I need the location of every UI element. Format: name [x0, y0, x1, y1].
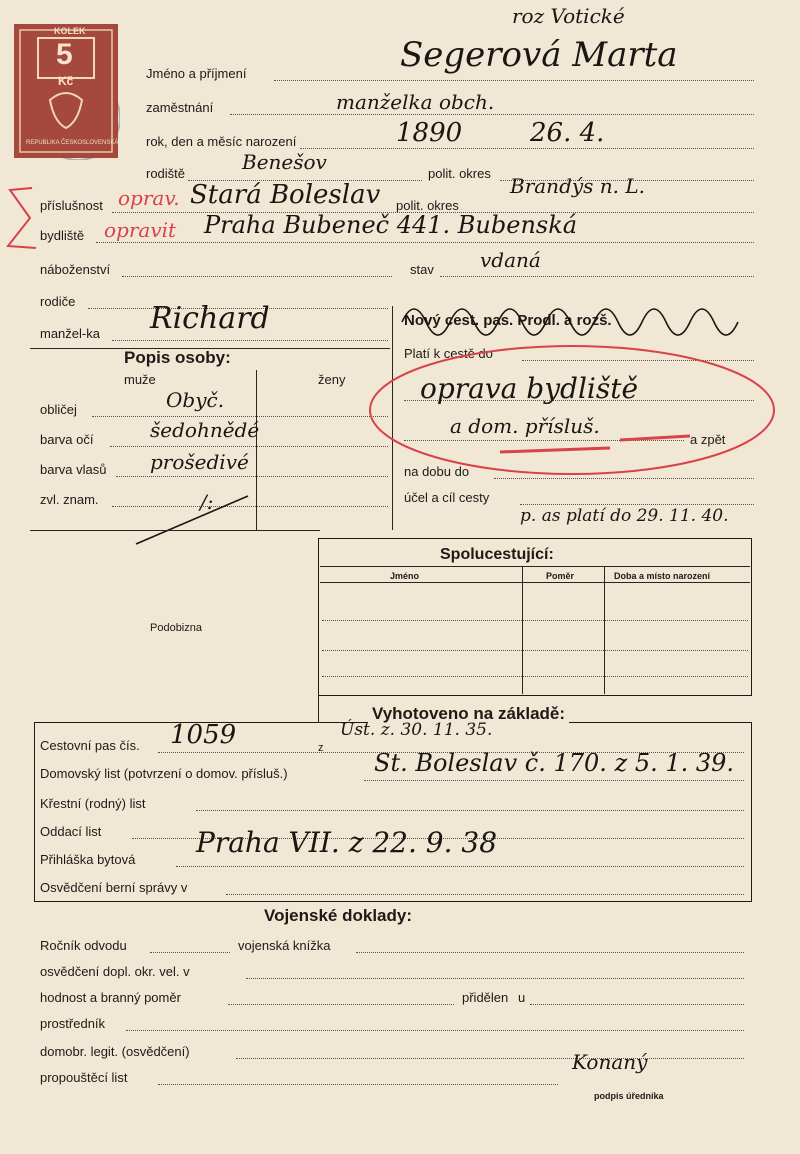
baptism-line	[196, 810, 744, 811]
religion-label: náboženství	[40, 262, 111, 277]
spouse-label: manžel-ka	[40, 326, 100, 341]
intermediary-line	[126, 1030, 744, 1031]
spouse-value: Richard	[150, 301, 270, 336]
companions-col-relation: Poměr	[546, 571, 575, 581]
marriage-label: Oddací list	[40, 824, 102, 839]
valid-value-1: oprava bydliště	[420, 372, 639, 405]
parents-label: rodiče	[40, 294, 76, 309]
name-value: Segerová Marta	[400, 35, 678, 75]
description-heading: Popis osoby:	[124, 348, 231, 367]
basis-heading: Vyhotoveno na základě:	[368, 704, 569, 724]
discharge-label: propouštěcí list	[40, 1070, 128, 1085]
name-label: Jméno a příjmení	[146, 66, 247, 81]
birth-year: 1890	[396, 118, 463, 148]
class-label: Ročník odvodu	[40, 938, 127, 953]
birthplace-value: Benešov	[242, 150, 327, 174]
district-label: polit. okres	[428, 166, 491, 181]
legit-line	[236, 1058, 744, 1059]
companions-header-top	[320, 566, 750, 567]
belonging-label: příslušnost	[40, 198, 103, 213]
tax-line	[226, 894, 744, 895]
face-label: obličej	[40, 402, 77, 417]
occupation-value: manželka obch.	[336, 90, 495, 114]
return-label: a zpět	[690, 432, 726, 447]
stamp-top: KOLEK	[54, 26, 86, 36]
hair-line	[116, 476, 388, 477]
passport-heading-strike	[398, 296, 778, 336]
signature-caption: podpis úředníka	[594, 1091, 664, 1101]
companions-divider-2	[604, 566, 605, 694]
face-value: Obyč.	[166, 388, 225, 412]
spouse-line	[112, 340, 388, 341]
passport-note: p. as platí do 29. 11. 40.	[520, 506, 729, 526]
marks-slash-mark	[130, 490, 270, 550]
passport-z-label: z	[318, 742, 324, 754]
book-line	[356, 952, 744, 953]
top-note: roz Votické	[512, 4, 625, 28]
residence-value: Praha Bubeneč 441. Bubenská	[204, 211, 578, 239]
class-line	[150, 952, 230, 953]
legit-label: domobr. legit. (osvědčení)	[40, 1044, 190, 1059]
status-label: stav	[410, 262, 434, 277]
duration-label: na dobu do	[404, 464, 470, 479]
hair-value: prošedivé	[150, 450, 249, 474]
domicile-label: Domovský list (potvrzení o domov. přísluš.)	[40, 766, 288, 781]
birth-date: 26. 4.	[530, 118, 605, 148]
official-signature: Konaný	[572, 1050, 648, 1074]
baptism-label: Křestní (rodný) list	[40, 796, 146, 811]
valid-value-2: a dom. přísluš.	[450, 414, 600, 438]
stamp-circle-text: REPUBLIKA ČESKOSLOVENSKÁ	[26, 140, 119, 146]
hair-label: barva vlasů	[40, 462, 107, 477]
tax-label: Osvědčení berní správy v	[40, 880, 188, 895]
residence-line	[96, 242, 754, 243]
discharge-line	[158, 1084, 558, 1085]
valid-label: Platí k cestě do	[404, 346, 493, 361]
basis-connector	[318, 694, 319, 722]
marks-value: /:	[200, 490, 214, 514]
companions-row-1	[322, 620, 748, 621]
purpose-label: účel a cíl cesty	[404, 490, 490, 505]
assigned-label: přidělen	[462, 990, 509, 1005]
u-label: u	[518, 990, 526, 1005]
cert-label: osvědčení dopl. okr. vel. v	[40, 964, 190, 979]
rank-line	[228, 1004, 454, 1005]
companions-divider-1	[522, 566, 523, 694]
assigned-line	[530, 1004, 744, 1005]
birthplace-label: rodiště	[146, 166, 186, 181]
belonging-district-value: Brandýs n. L.	[510, 174, 646, 198]
red-margin-bracket	[2, 180, 42, 260]
domicile-line	[364, 780, 744, 781]
military-heading: Vojenské doklady:	[264, 906, 413, 925]
belonging-district-label: polit. okres	[396, 198, 459, 213]
residence-label: bydliště	[40, 228, 85, 243]
registration-line	[176, 866, 744, 867]
stamp-unit: Kč	[58, 74, 74, 88]
passport-heading: Nový cest. pas. Prodl. a rozš.	[404, 312, 612, 329]
status-line	[440, 276, 754, 277]
intermediary-label: prostředník	[40, 1016, 106, 1031]
rank-label: hodnost a branný poměr	[40, 990, 181, 1005]
revenue-stamp	[8, 22, 120, 160]
passport-number-label: Cestovní pas čís.	[40, 738, 140, 753]
eyes-line	[110, 446, 388, 447]
companions-row-3	[322, 676, 748, 677]
registration-label: Přihláška bytová	[40, 852, 136, 867]
domicile-value: St. Boleslav č. 170. z 5. 1. 39.	[374, 749, 735, 777]
col-male: muže	[124, 372, 156, 387]
eyes-value: šedohnědé	[150, 418, 260, 442]
birth-line	[300, 148, 754, 149]
col-female: ženy	[318, 372, 346, 387]
companions-heading: Spolucestující:	[440, 546, 554, 563]
registration-value: Praha VII. z 22. 9. 38	[196, 826, 498, 859]
passport-issuer: Úst. z. 30. 11. 35.	[340, 720, 493, 740]
companions-col-name: Jméno	[390, 571, 420, 581]
face-line	[92, 416, 388, 417]
birth-label: rok, den a měsíc narození	[146, 134, 297, 149]
margin-note-2: opravit	[104, 218, 177, 242]
passport-number-value: 1059	[170, 720, 237, 750]
companions-row-2	[322, 650, 748, 651]
eyes-label: barva očí	[40, 432, 94, 447]
marks-label: zvl. znam.	[40, 492, 99, 507]
name-line	[274, 80, 754, 81]
photo-label: Podobizna	[150, 622, 202, 634]
companions-col-birth: Doba a místo narození	[614, 571, 711, 581]
belonging-value: Stará Boleslav	[190, 180, 381, 210]
cert-line	[246, 978, 744, 979]
occupation-label: zaměstnání	[146, 100, 214, 115]
book-label: vojenská knížka	[238, 938, 331, 953]
margin-note-1: oprav.	[118, 186, 180, 210]
duration-line	[494, 478, 754, 479]
religion-line	[122, 276, 392, 277]
status-value: vdaná	[480, 248, 541, 272]
stamp-value: 5	[56, 38, 73, 71]
occupation-line	[230, 114, 754, 115]
photo-box-top-left	[30, 530, 320, 531]
